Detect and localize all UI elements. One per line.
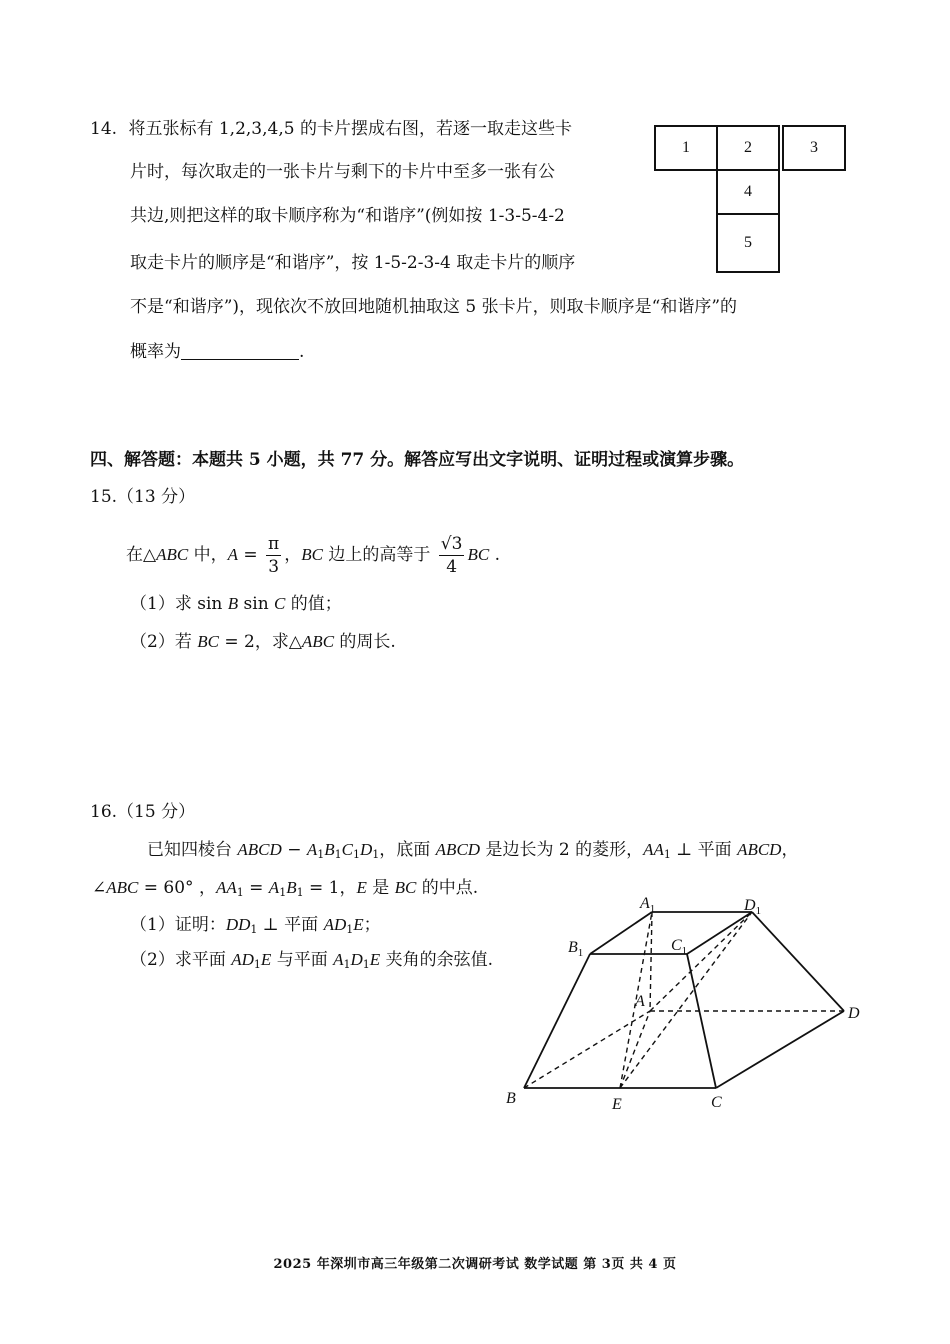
label-D1: $D_1$ [744, 897, 762, 917]
q15-intro: 在△ABC 中，A = $\frac{\pi}{3}$ ，BC 边上的高等于 $\frac{√3}{4}$ BC . [126, 534, 500, 577]
q16-part1: （1）证明：$DD_1$ ⊥ 平面 $AD_1E$； [130, 915, 381, 936]
q15-part1: （1）求 sin B sin C 的值； [130, 594, 342, 614]
edge-B1A1 [590, 912, 652, 954]
q16-line1: 已知四棱台 ABCD − $A_1B_1C_1D_1$，底面 ABCD 是边长为 2 的菱形，$AA_1$ ⊥ 平面 ABCD， [147, 840, 799, 861]
label-A1: $A_1$ [640, 895, 656, 915]
section-heading: 四、解答题：本题共 5 小题，共 77 分。解答应写出文字说明、证明过程或演算步骤。 [90, 450, 745, 470]
q14-line1: 14. 将五张标有 1,2,3,4,5 的卡片摆成右图，若逐一取走这些卡 [90, 119, 572, 139]
label-E: E [612, 1096, 622, 1113]
q16-number: 16.（15 分） [90, 802, 196, 822]
card-5: 5 [716, 213, 780, 273]
q14-line4: 取走卡片的顺序是“和谐序”，按 1-5-2-3-4 取走卡片的顺序 [130, 253, 576, 273]
label-C1: $C_1$ [671, 937, 688, 957]
pi-over-3: $\frac{\pi}{3}$ [268, 534, 280, 577]
edge-A1A [650, 912, 652, 1011]
label-D: D [848, 1005, 860, 1022]
card-2: 2 [716, 125, 780, 171]
q15-part2: （2）若 BC = 2，求△ABC 的周长. [130, 632, 396, 652]
q14-line3: 共边,则把这样的取卡顺序称为“和谐序”(例如按 1-3-5-4-2 [130, 206, 565, 226]
card-4: 4 [716, 169, 780, 215]
q15-number: 15.（13 分） [90, 487, 196, 507]
q14-number: 14. [90, 119, 118, 139]
label-B1: $B_1$ [568, 939, 584, 959]
label-C: C [711, 1094, 722, 1111]
page-footer: 2025 年深圳市高三年级第二次调研考试 数学试题 第 3页 共 4 页 [273, 1257, 677, 1272]
edge-C1D1 [687, 912, 752, 954]
card-3: 3 [782, 125, 846, 171]
label-B: B [506, 1090, 516, 1107]
edge-EA [620, 1011, 650, 1088]
q16-line2: ∠ABC = 60° ，$AA_1 = A_1B_1 = 1$，E 是 BC 的中点. [92, 878, 479, 899]
card-1: 1 [654, 125, 718, 171]
q16-part2: （2）求平面 $AD_1E$ 与平面 $A_1D_1E$ 夹角的余弦值. [130, 950, 493, 971]
sqrt3-over-4: $\frac{√3}{4}$ [440, 534, 463, 577]
edge-CC1 [687, 954, 716, 1088]
edge-CD [716, 1011, 844, 1088]
q14-line2: 片时，每次取走的一张卡片与剩下的卡片中至多一张有公 [130, 162, 555, 182]
q14-line5: 不是“和谐序”)，现依次不放回地随机抽取这 5 张卡片，则取卡顺序是“和谐序”的 [130, 297, 738, 317]
label-A: A [635, 993, 645, 1010]
edge-DD1 [752, 912, 844, 1011]
edge-AD1 [650, 912, 752, 1011]
q14-line6: 概率为 . [130, 342, 305, 362]
